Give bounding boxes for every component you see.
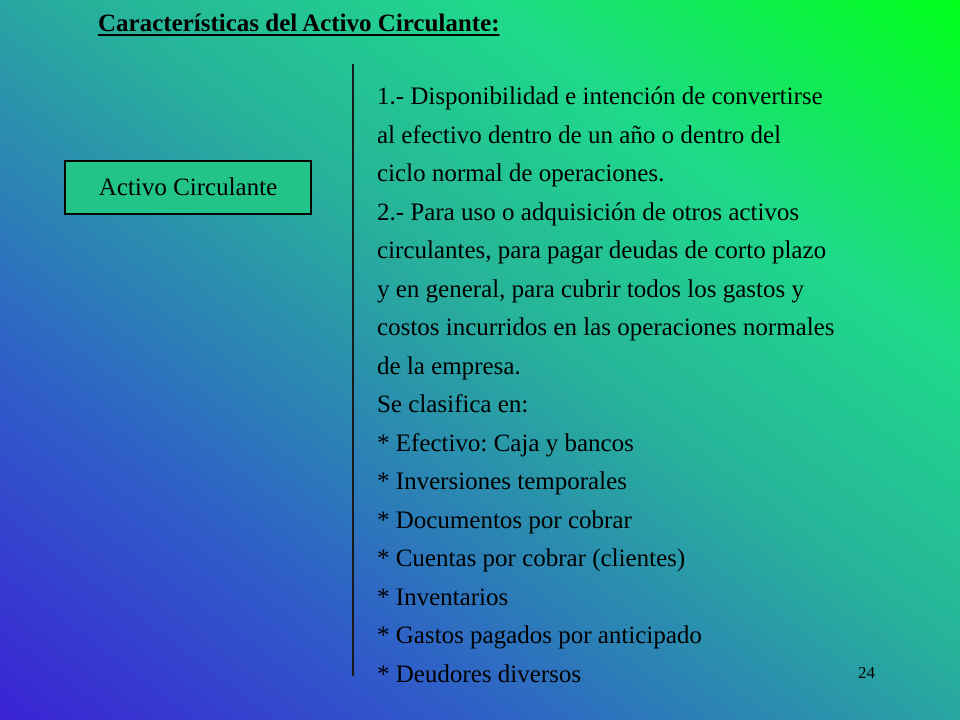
list-item: * Deudores diversos — [377, 660, 582, 688]
list-item: * Cuentas por cobrar (clientes) — [377, 545, 686, 572]
text-line: y en general, para cubrir todos los gastos y — [377, 275, 804, 303]
list-item: * Documentos por cobrar — [377, 506, 632, 534]
text-line: 1.- Disponibilidad e intención de convertirse — [377, 83, 823, 110]
list-item: * Efectivo: Caja y bancos — [377, 429, 634, 457]
text-line: de la empresa. — [377, 352, 521, 380]
list-item: * Inversiones temporales — [377, 468, 627, 495]
activo-circulante-label-box: Activo Circulante — [64, 160, 312, 215]
text-line: costos incurridos en las operaciones normales — [377, 314, 835, 341]
characteristics-text — [377, 78, 957, 694]
text-line: 2.- Para uso o adquisición de otros activos — [377, 198, 800, 226]
text-line: al efectivo dentro de un año o dentro del — [377, 121, 782, 149]
page-number: 24 — [858, 663, 875, 682]
text-line: ciclo normal de operaciones. — [377, 160, 665, 187]
text-line: circulantes, para pagar deudas de corto plazo — [377, 237, 827, 264]
slide-title: Características del Activo Circulante: — [98, 10, 500, 37]
classification-heading: Se clasifica en: — [377, 391, 529, 418]
list-item: * Gastos pagados por anticipado — [377, 622, 702, 649]
list-item: * Inventarios — [377, 583, 509, 611]
vertical-divider — [352, 64, 354, 676]
